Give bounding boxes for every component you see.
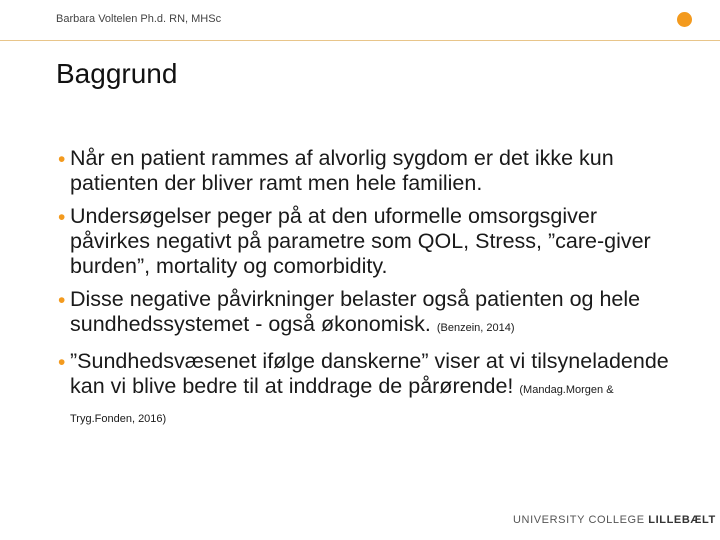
bullet-item: [58, 287, 678, 341]
header-author: Barbara Voltelen Ph.d. RN, MHSc: [56, 13, 222, 25]
bullet-dot-icon: •: [58, 289, 66, 312]
slide-title: Baggrund: [56, 58, 178, 89]
orange-dot-icon: [677, 12, 692, 27]
bullet-list: [58, 146, 678, 440]
logo-university-college: UNIVERSITY COLLEGE: [513, 514, 645, 526]
bullet-citation: (Benzein, 2014): [436, 322, 515, 334]
bullet-text: Disse negative påvirkninger belaster også patienten og hele sundhedssystemet - også økonomisk.: [70, 287, 641, 336]
bullet-citation: (Mandag.Morgen & Tryg.Fonden, 2016): [70, 384, 614, 425]
bullet-dot-icon: •: [58, 351, 66, 374]
bullet-text: Når en patient rammes af alvorlig sygdom er det ikke kun patienten der bliver ramt men hele familien.: [70, 146, 614, 195]
footer-logo: [513, 514, 716, 526]
header-rule: [0, 40, 720, 41]
bullet-dot-icon: •: [58, 206, 66, 229]
bullet-item: [58, 204, 678, 279]
bullet-item: [58, 146, 678, 196]
logo-lillebaelt: LILLEBÆLT: [648, 514, 716, 526]
bullet-dot-icon: •: [58, 148, 66, 171]
bullet-text: ”Sundhedsvæsenet ifølge danskerne” viser at vi tilsyneladende kan vi blive bedre til at inddrage de pårørende!: [70, 349, 669, 398]
bullet-text: Undersøgelser peger på at den uformelle omsorgsgiver påvirkes negativt på parametre som QOL, Stress, ”care-giver burden”, mortality og comorbidity.: [70, 204, 651, 278]
bullet-item: [58, 349, 678, 432]
